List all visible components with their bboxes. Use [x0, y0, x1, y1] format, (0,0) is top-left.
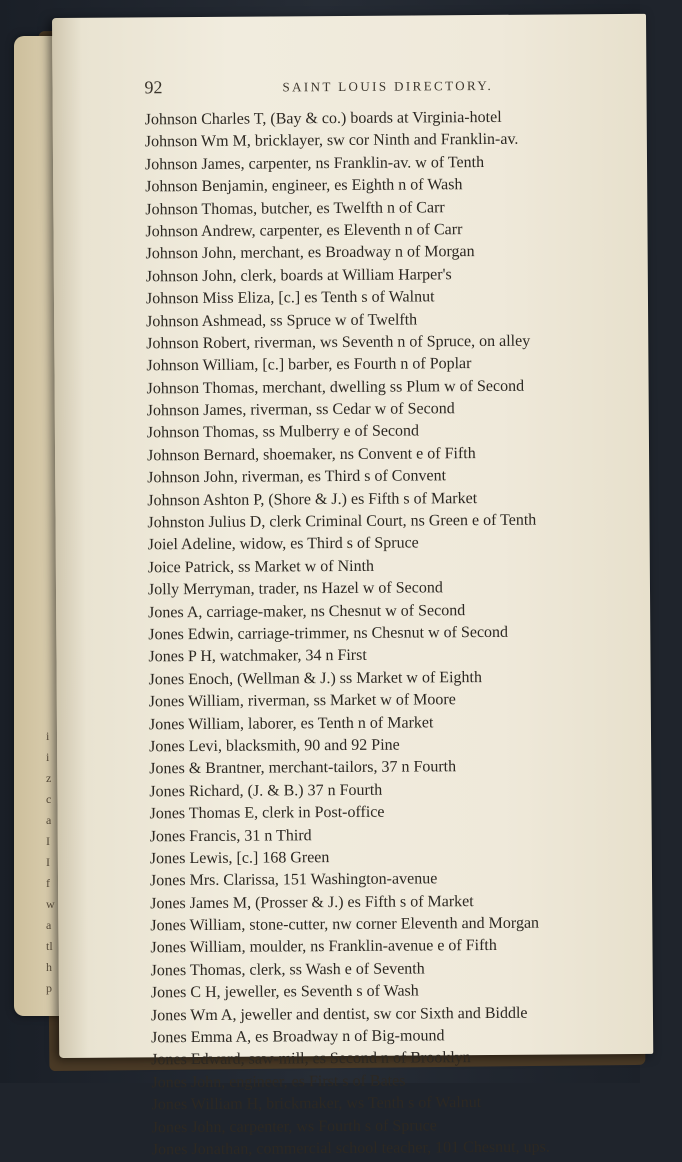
directory-entry: Jones Mrs. Clarissa, 151 Washington-avenue [149, 870, 438, 890]
directory-entry: Johnson Ashmead, ss Spruce w of Twelfth [146, 310, 418, 330]
under-letter: w [46, 897, 55, 911]
directory-entry: Johnson Wm M, bricklayer, sw cor Ninth and Franklin-av. [144, 131, 519, 151]
directory-entry: Johnson Benjamin, engineer, es Eighth n of Wash [145, 176, 463, 196]
directory-entry: Johnson Thomas, butcher, es Twelfth n of Carr [145, 198, 445, 218]
directory-entry: Jones James M, (Prosser & J.) es Fifth s of Market [150, 892, 474, 913]
under-letter: i [46, 750, 50, 764]
directory-entry: Johnson Charles T, (Bay & co.) boards at Virginia-hotel [144, 108, 502, 129]
directory-entry: Johnson William, [c.] barber, es Fourth n of Poplar [146, 355, 472, 375]
directory-entry: Joice Patrick, ss Market w of Ninth [147, 557, 375, 577]
directory-entry: Jones William H, brickmaker, ws Tenth s of Walnut [151, 1094, 482, 1114]
under-letter: p [46, 981, 52, 995]
running-title: SAINT LOUIS DIRECTORY. [282, 77, 494, 95]
directory-entry: Johnson Robert, riverman, ws Seventh n of Spruce, on alley [146, 332, 531, 353]
directory-entry: Johnston Julius D, clerk Criminal Court, ns Green e of Tenth [147, 511, 537, 532]
page-header [144, 74, 664, 102]
directory-entry: Jones Edwin, carriage-trimmer, ns Chesnut w of Second [148, 623, 509, 644]
directory-entry: Jones John, engineer, es First s of Bates [151, 1072, 406, 1092]
under-letter: i [46, 729, 50, 743]
directory-entry: Johnson Thomas, merchant, dwelling ss Plum w of Second [146, 377, 525, 398]
directory-entry: Jolly Merryman, trader, ns Hazel w of Second [147, 579, 443, 599]
directory-entry: Johnson John, riverman, es Third s of Convent [147, 467, 447, 487]
directory-entry: Jones Richard, (J. & B.) 37 n Fourth [149, 781, 383, 801]
directory-entry: Johnson James, carpenter, ns Franklin-av. w of Tenth [144, 153, 485, 174]
page-number: 92 [144, 77, 163, 98]
directory-entry: Jones William, moulder, ns Franklin-avenue e of Fifth [150, 937, 497, 957]
directory-entry: Jones Francis, 31 n Third [149, 826, 312, 845]
directory-entry: Jones & Brantner, merchant-tailors, 37 n Fourth [149, 758, 457, 778]
directory-entry: Jones P H, watchmaker, 34 n First [148, 647, 367, 666]
directory-entry: Johnson Bernard, shoemaker, ns Convent e of Fifth [146, 444, 476, 465]
directory-entry: Jones Thomas, clerk, ss Wash e of Seventh [150, 960, 425, 980]
directory-entry: Jones Emma A, es Broadway n of Big-mound [151, 1027, 445, 1047]
directory-entry: Johnson John, merchant, es Broadway n of Morgan [145, 243, 475, 263]
under-letter: I [46, 855, 50, 869]
directory-entry: Johnson Andrew, carpenter, es Eleventh n of Carr [145, 221, 463, 241]
directory-entry: Jones Jonathan, commercial school teacher, 101 Chesnut, ups. [151, 1138, 550, 1159]
directory-entry: Jones Enoch, (Wellman & J.) ss Market w of Eighth [148, 668, 483, 689]
directory-entry: Jones Lewis, [c.] 168 Green [149, 848, 330, 868]
directory-entry: Johnson Ashton P, (Shore & J.) es Fifth s of Market [147, 489, 478, 509]
directory-entry: Jones C H, jeweller, es Seventh s of Wash [150, 982, 419, 1002]
directory-entry: Johnson Thomas, ss Mulberry e of Second [146, 422, 420, 442]
under-letter: tl [46, 939, 53, 953]
under-letter: h [46, 960, 52, 974]
directory-entry: Johnson James, riverman, ss Cedar w of Second [146, 400, 455, 420]
directory-entry: Jones William, stone-cutter, nw corner Eleventh and Morgan [150, 914, 540, 935]
under-letter: I [46, 834, 50, 848]
under-letter: a [46, 813, 52, 827]
directory-entry: Jones A, carriage-maker, ns Chesnut w of Second [148, 601, 466, 621]
directory-entry: Johnson Miss Eliza, [c.] es Tenth s of Walnut [145, 288, 435, 308]
directory-entries [145, 106, 682, 1162]
directory-entry: Jones William, riverman, ss Market w of Moore [148, 691, 456, 711]
under-letter: z [46, 771, 52, 785]
under-letter: a [46, 918, 52, 932]
directory-entry: Jones Wm A, jeweller and dentist, sw cor Sixth and Biddle [150, 1004, 528, 1024]
directory-entry: Johnson John, clerk, boards at William Harper's [145, 265, 452, 286]
directory-page [52, 14, 653, 1159]
directory-entry: Jones Levi, blacksmith, 90 and 92 Pine [149, 736, 400, 756]
directory-entry: Jones Edward, saw-mill, es Second n of Brooklyn [151, 1049, 471, 1069]
directory-entry: Jones William, laborer, es Tenth n of Market [148, 713, 434, 733]
directory-entry: Jones John, carpenter, ws Fourth s of Spruce [151, 1116, 437, 1136]
under-letter: f [46, 876, 50, 890]
under-letter: c [46, 792, 52, 806]
directory-entry: Jones Thomas E, clerk in Post-office [149, 803, 385, 823]
directory-entry: Joiel Adeline, widow, es Third s of Spruce [147, 534, 419, 554]
